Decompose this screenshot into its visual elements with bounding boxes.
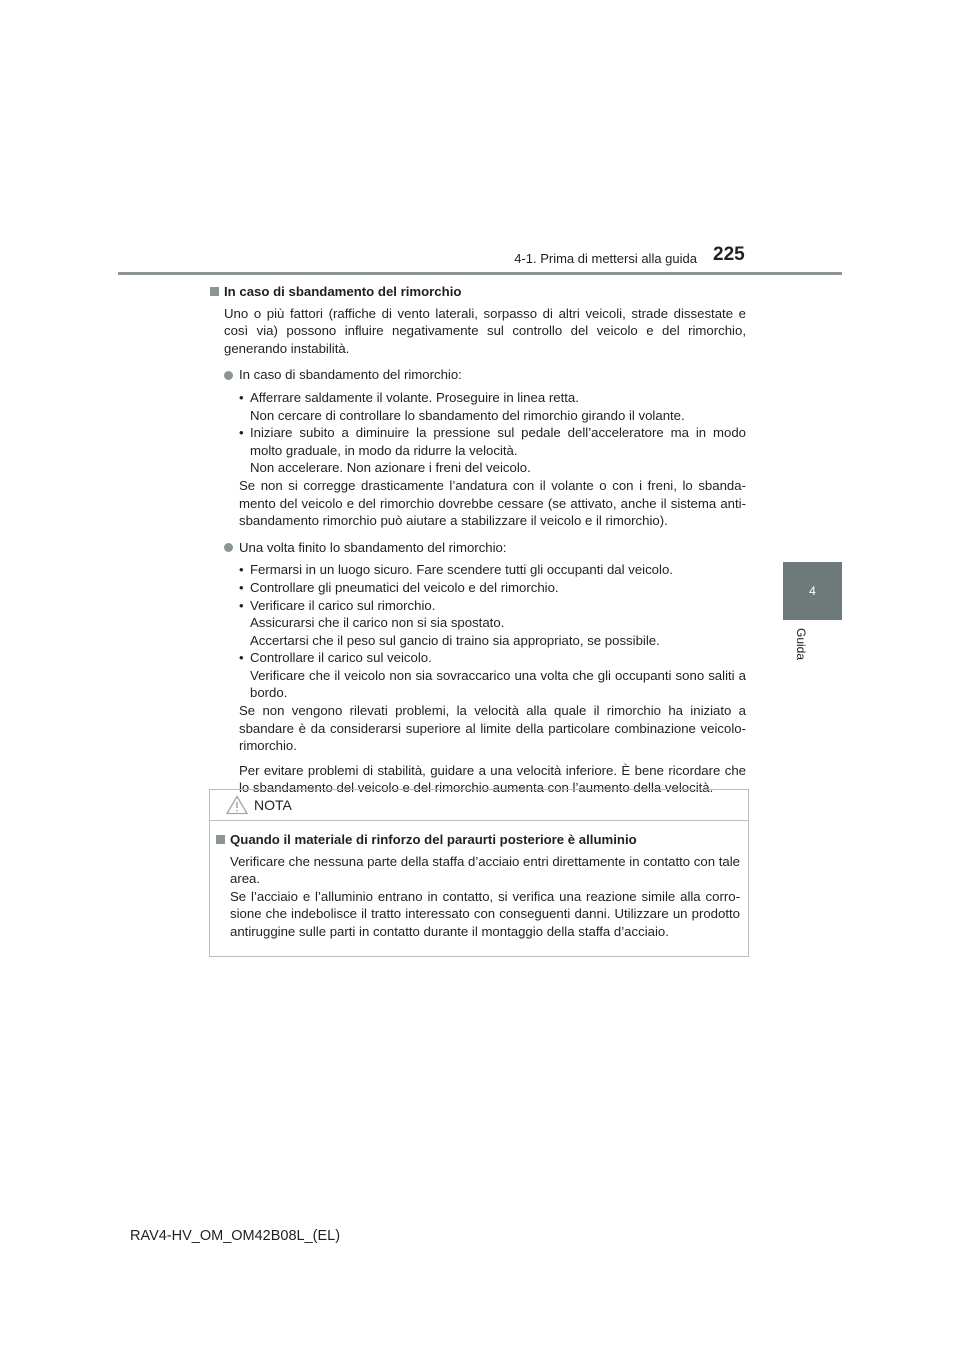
circle-bullet-icon bbox=[224, 543, 233, 552]
bullet-heading-2 bbox=[224, 539, 746, 557]
list-item bbox=[239, 424, 746, 459]
square-bullet-icon bbox=[210, 287, 219, 296]
list-item bbox=[239, 561, 746, 579]
nota-title: NOTA bbox=[254, 797, 292, 813]
intro-paragraph: Uno o più fattori (raffiche di vento laterali, sorpasso di altri veicoli, strade dissestate e così via) possono influire negativamente sul controllo del veicolo e del rimorchio, generando instabilità. bbox=[224, 305, 746, 356]
list-item-text: Afferrare saldamente il volante. Proseguire in linea retta. bbox=[250, 389, 579, 405]
nota-heading bbox=[216, 831, 740, 849]
list-marker: • bbox=[239, 597, 244, 613]
document-code: RAV4-HV_OM_OM42B08L_(EL) bbox=[130, 1228, 341, 1244]
list-item bbox=[239, 597, 746, 615]
section-heading bbox=[210, 283, 746, 301]
header-section-title: 4-1. Prima di mettersi alla guida bbox=[514, 251, 697, 266]
list-marker: • bbox=[239, 425, 244, 441]
list-item bbox=[239, 649, 746, 667]
page-number: 225 bbox=[713, 244, 745, 265]
bullet-heading-1 bbox=[224, 366, 746, 384]
list-item-continuation: Assicurarsi che il carico non si sia spostato. bbox=[250, 615, 505, 631]
nota-paragraph-2: Se l’acciaio e l’alluminio entrano in contatto, si verifica una reazione simile alla corrosione che indebolisce il tratto interessato con conseguenti danni. Utilizzare un prodotto antiruggine sulle parti in contatto durante il montaggio della staffa d’acciaio. bbox=[230, 888, 740, 939]
list-item-text: Iniziare subito a diminuire la pressione sul pedale dell’acceleratore ma in modo molto graduale, in modo da ridurre la velocità. bbox=[250, 425, 746, 458]
header-divider bbox=[118, 272, 842, 275]
list-item-text: Verificare il carico sul rimorchio. bbox=[250, 597, 436, 613]
list-item-text: Fermarsi in un luogo sicuro. Fare scendere tutti gli occupanti dal veicolo. bbox=[250, 562, 673, 578]
square-bullet-icon bbox=[216, 835, 225, 844]
list-marker: • bbox=[239, 562, 244, 578]
bullet-1-note: Se non si corregge drasticamente l’andatura con il volante o con i freni, lo sbandamento del veicolo e del rimorchio dovrebbe cessare (se attivato, anche il sistema anti-sbandamento rimorchio può aiutare a stabilizzare il veicolo e il rimorchio). bbox=[239, 477, 746, 529]
list-item-text: Controllare il carico sul veicolo. bbox=[250, 650, 432, 666]
nota-paragraph-1: Verificare che nessuna parte della staffa d’acciaio entri direttamente in contatto con tale area. bbox=[230, 853, 740, 887]
list-item-continuation: Non cercare di controllare lo sbandamento del rimorchio girando il volante. bbox=[250, 407, 685, 423]
bullet-heading-1-text: In caso di sbandamento del rimorchio: bbox=[239, 367, 462, 383]
chapter-tab-label: Guida bbox=[794, 628, 808, 661]
nota-body bbox=[210, 821, 748, 941]
bullet-2-note: Se non vengono rilevati problemi, la velocità alla quale il rimorchio ha iniziato a sbandare è da considerarsi superiore al limite della particolare combinazione veicolo-rimorchio. bbox=[239, 703, 746, 754]
nota-header bbox=[210, 790, 748, 821]
warning-triangle-icon bbox=[226, 795, 248, 815]
list-marker: • bbox=[239, 650, 244, 666]
list-item bbox=[239, 389, 746, 407]
list-item bbox=[239, 579, 746, 597]
list-item-continuation: Verificare che il veicolo non sia sovraccarico una volta che gli occupanti sono saliti a bordo. bbox=[250, 667, 746, 701]
section-heading-text: In caso di sbandamento del rimorchio bbox=[224, 284, 462, 299]
circle-bullet-icon bbox=[224, 371, 233, 380]
bullet-1-body bbox=[239, 389, 746, 530]
chapter-tab[interactable] bbox=[783, 562, 842, 620]
list-item-continuation: Accertarsi che il peso sul gancio di traino sia appropriato, se possibile. bbox=[250, 632, 660, 648]
bullet-2-body bbox=[239, 561, 746, 797]
main-content bbox=[210, 283, 746, 806]
list-marker: • bbox=[239, 389, 244, 405]
bullet-heading-2-text: Una volta finito lo sbandamento del rimorchio: bbox=[239, 539, 507, 555]
bullet-2-note-2: Per evitare problemi di stabilità, guidare a una velocità inferiore. È bene ricordare che lo sbandamento del veicolo e del rimorchio aumenta con l’aumento della velocità. bbox=[239, 762, 746, 796]
chapter-tab-number: 4 bbox=[809, 584, 816, 598]
list-item-text: Controllare gli pneumatici del veicolo e del rimorchio. bbox=[250, 579, 559, 595]
nota-heading-text: Quando il materiale di rinforzo del paraurti posteriore è alluminio bbox=[230, 832, 637, 847]
list-item-continuation: Non accelerare. Non azionare i freni del veicolo. bbox=[250, 460, 531, 476]
list-marker: • bbox=[239, 579, 244, 595]
nota-box bbox=[209, 789, 749, 957]
